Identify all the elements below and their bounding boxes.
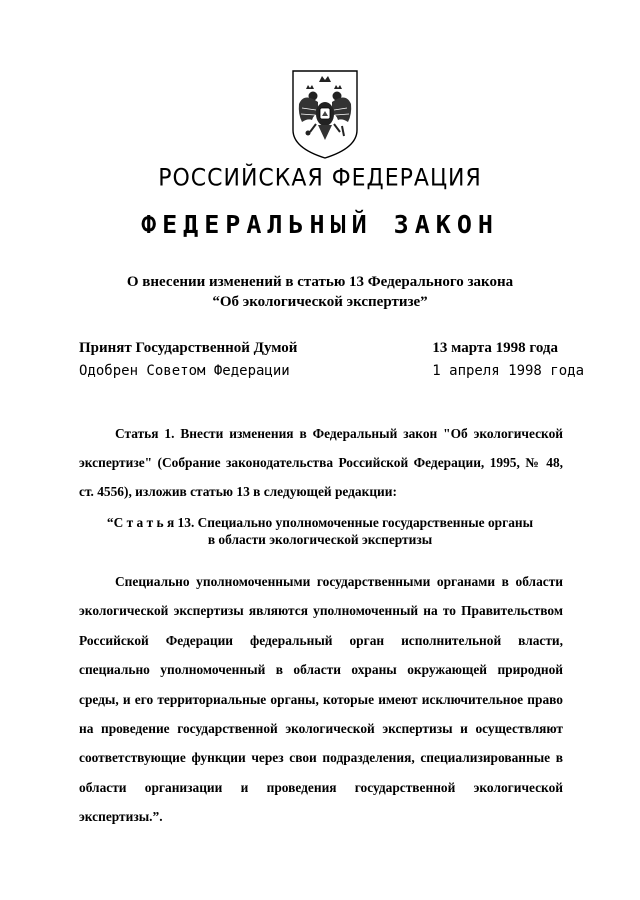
approval-label: Одобрен Советом Федерации <box>79 363 290 379</box>
law-title-line-1: О внесении изменений в статью 13 Федерального закона <box>126 274 514 290</box>
article-13-heading-line-1: “С т а т ь я 13. Специально уполномоченные государственные органы <box>106 515 534 530</box>
article-13-heading <box>0 514 640 548</box>
article-1-text: Статья 1. Внести изменения в Федеральный закон "Об экологической экспертизе" (Собрание законодательства Российской Федерации, 1995, № 48, ст. 4556), изложив статью 13 в следующей редакции: <box>79 426 563 499</box>
article-13-body <box>79 567 563 832</box>
adoption-label: Принят Государственной Думой <box>79 340 298 356</box>
adoption-row-federation-council <box>79 363 584 383</box>
coat-of-arms-icon <box>290 68 360 160</box>
law-title-line-2: “Об экологической экспертизе” <box>212 294 428 310</box>
document-type-heading: ФЕДЕРАЛЬНЫЙ ЗАКОН <box>141 210 499 239</box>
approval-date: 1 апреля 1998 года <box>432 363 584 379</box>
adoption-date: 13 марта 1998 года <box>432 340 558 356</box>
law-title <box>0 272 640 312</box>
article-1-paragraph <box>79 419 563 506</box>
article-13-body-text: Специально уполномоченными государственными органами в области экологической экспертизы являются уполномоченный на то Правительством Российской Федерации федеральный орган исполнительной власти, специально уполномоченный в области охраны окружающей природной среды, и его территориальные органы, которые имеют исключительное право на проведение государственной экологической экспертизы и осуществляют соответствующие функции через свои подразделения, специализированные в области организации и проведения государственной экологической экспертизы.”. <box>79 574 563 825</box>
article-13-heading-line-2: в области экологической экспертизы <box>207 532 433 547</box>
country-heading: РОССИЙСКАЯ ФЕДЕРАЦИЯ <box>158 165 482 192</box>
adoption-row-duma <box>79 340 584 360</box>
